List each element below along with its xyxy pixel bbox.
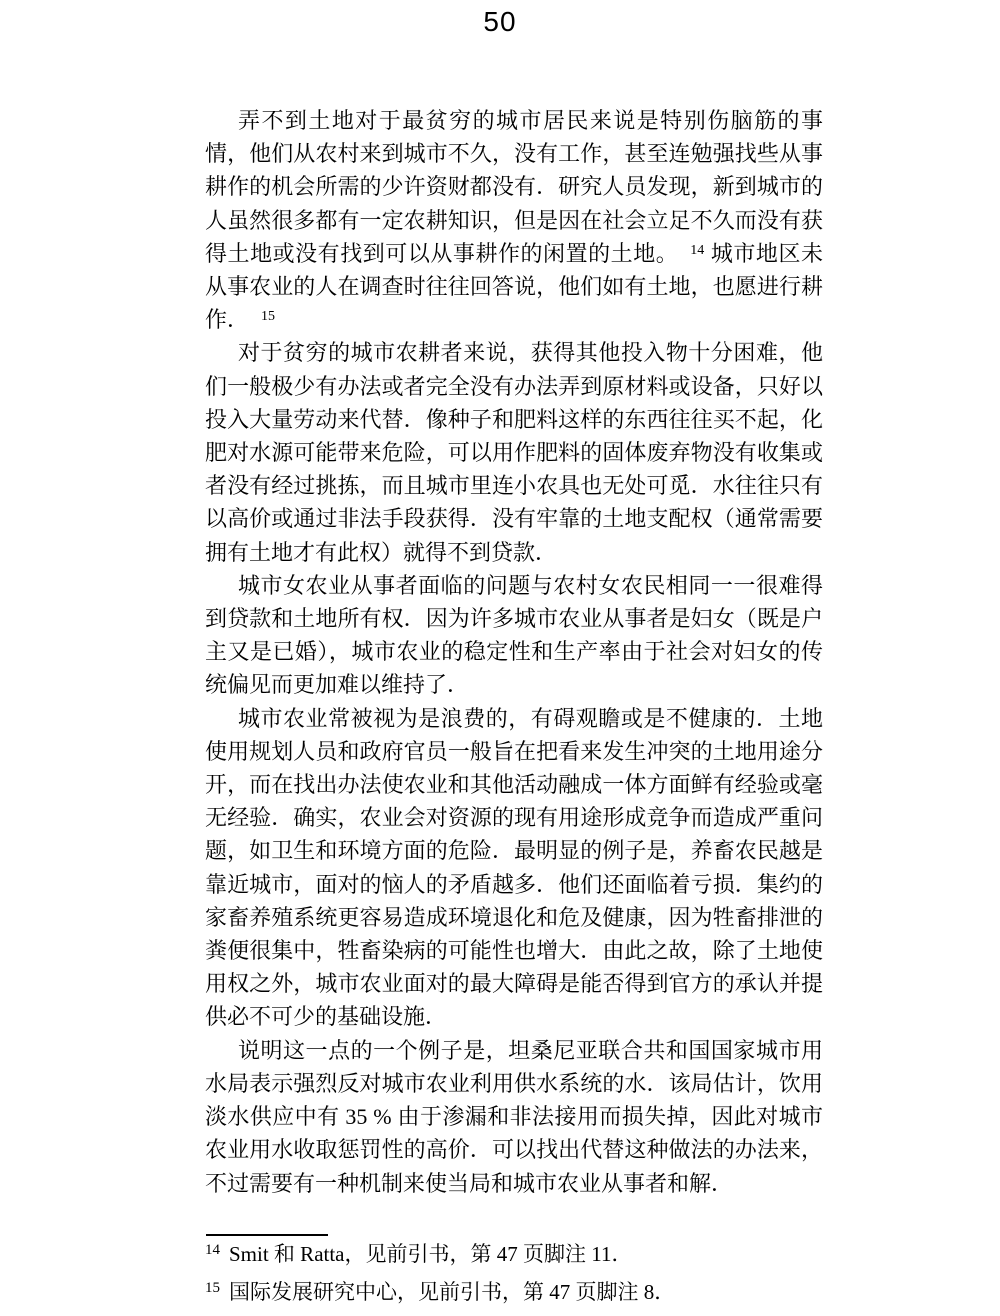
paragraph-text: 说明这一点的一个例子是，坦桑尼亚联合共和国国家城市用水局表示强烈反对城市农业利用供水系统的水．该局估计，饮用淡水供应中有 35 % 由于渗漏和非法接用而损失掉，因此对城市农业用水收取惩罚性的高价．可以找出代替这种做法的办法来，不过需要有一种机制来使当局和城市农业从事者和解． (205, 1037, 823, 1196)
footnotes (205, 1240, 845, 1316)
footnote (205, 1240, 845, 1269)
paragraph-text: 弄不到土地对于最贫穷的城市居民来说是特别伤脑筋的事情，他们从农村来到城市不久，没有工作，甚至连勉强找些从事耕作的机会所需的少许资财都没有．研究人员发现，新到城市的人虽然很多都有一定农耕知识，但是因在社会立足不久而没有获得土地或没有找到可以从事耕作的闲置的土地。 (205, 108, 823, 266)
footnote-ref: 15 (261, 309, 276, 325)
paragraph (205, 702, 823, 1034)
paragraph-text: 对于贫穷的城市农耕者来说，获得其他投入物十分困难，他们一般极少有办法或者完全没有办法弄到原材料或设备，只好以投入大量劳动来代替．像种子和肥料这样的东西往往买不起，化肥对水源可能带来危险，可以用作肥料的固体废弃物没有收集或者没有经过挑拣，而且城市里连小农具也无处可觅．水往往只有以高价或通过非法手段获得．没有牢靠的土地支配权（通常需要拥有土地才有此权）就得不到贷款． (205, 340, 823, 565)
body-text (205, 104, 823, 1200)
footnote-marker: 14 (205, 1242, 220, 1258)
footnote-ref: 14 (690, 242, 705, 258)
footnote-separator (206, 1234, 328, 1236)
footnote-marker: 15 (205, 1280, 220, 1296)
paragraph (205, 336, 823, 568)
page-number: 50 (483, 6, 517, 37)
paragraph (205, 1034, 823, 1200)
paragraph-text: 城市地区未从事农业的人在调查时往往回答说，他们如有土地，也愿进行耕作． (205, 240, 823, 333)
paragraph-text: 城市女农业从事者面临的问题与农村女农民相同一一很难得到贷款和土地所有权．因为许多城市农业从事者是妇女（既是户主又是已婚），城市农业的稳定性和生产率由于社会对妇女的传统偏见而更加难以维持了． (205, 572, 823, 698)
footnote (205, 1278, 845, 1307)
paragraph (205, 104, 823, 336)
paragraph (205, 569, 823, 702)
paragraph-text: 城市农业常被视为是浪费的，有碍观瞻或是不健康的．土地使用规划人员和政府官员一般旨在把看来发生冲突的土地用途分开，而在找出办法使农业和其他活动融成一体方面鲜有经验或毫无经验．确实，农业会对资源的现有用途形成竞争而造成严重问题，如卫生和环境方面的危险．最明显的例子是，养畜农民越是靠近城市，面对的恼人的矛盾越多．他们还面临着亏损．集约的家畜养殖系统更容易造成环境退化和危及健康，因为牲畜排泄的粪便很集中，牲畜染病的可能性也增大．由此之故，除了土地使用权之外，城市农业面对的最大障碍是能否得到官方的承认并提供必不可少的基础设施． (205, 705, 823, 1030)
footnote-text: 国际发展研究中心，见前引书，第 47 页脚注 8． (229, 1280, 676, 1304)
footnote-text: Smit 和 Ratta，见前引书，第 47 页脚注 11． (229, 1242, 633, 1266)
